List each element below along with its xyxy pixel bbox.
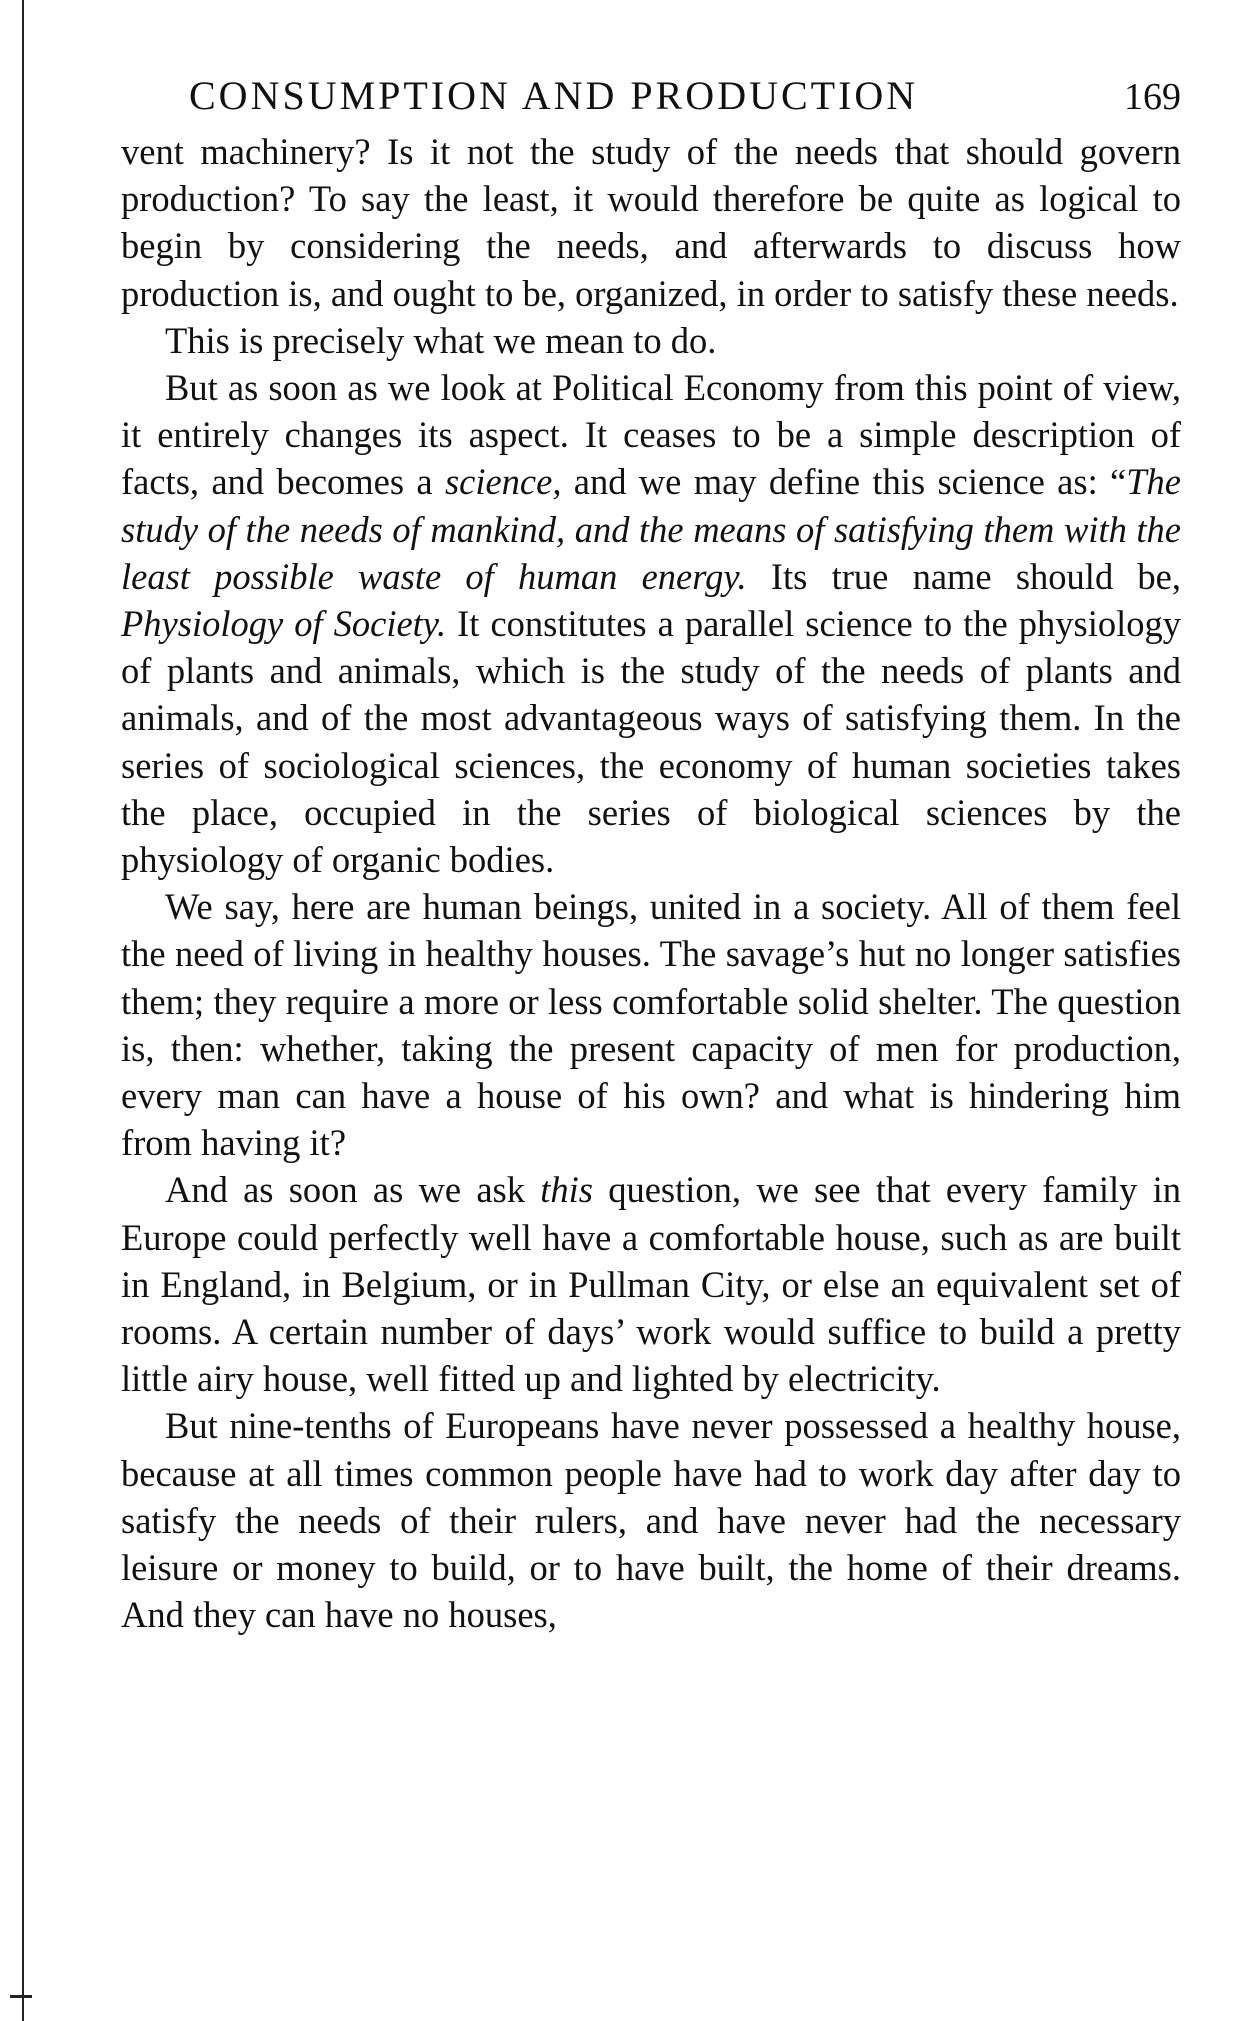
binding-edge-mark [10, 1995, 32, 1998]
text-run: This is precisely what we mean to do. [165, 319, 717, 361]
running-title: CONSUMPTION AND PRODUCTION [189, 73, 919, 118]
paragraph [121, 317, 1181, 364]
book-page [121, 72, 1181, 1639]
italic-text-run: The study of the needs of mankind, and the means of satisfying them with the least possible waste of human energy. [121, 461, 1181, 597]
italic-text-run: science, [444, 461, 562, 503]
text-run: But as soon as we look at Political Economy from this point of view, it entirely changes its aspect. It ceases to be a simple description of facts, and becomes a [121, 367, 1181, 503]
page-number: 169 [1124, 76, 1181, 118]
text-run: Its true name should be, [746, 555, 1181, 597]
text-run: But nine-tenths of Europeans have never possessed a healthy house, because at all times common people have had to work day after day to satisfy the needs of their rulers, and have never had the necessary leisure or money to build, or to have built, the home of their dreams. And they can have no houses, [121, 1405, 1181, 1636]
running-header [121, 72, 1181, 128]
binding-edge-line [22, 0, 24, 2021]
paragraph [121, 364, 1181, 883]
text-run: We say, here are human beings, united in a society. All of them feel the need of living in healthy houses. The savage’s hut no longer satisfies them; they require a more or less comfortable solid shelter. The question is, then: whether, taking the present capacity of men for production, every man can have a house of his own? and what is hindering him from having it? [121, 886, 1181, 1164]
paragraph [121, 128, 1181, 317]
italic-text-run: Physiology of Society. [121, 603, 447, 645]
body-text [121, 128, 1181, 1639]
text-run: vent machinery? Is it not the study of the needs that should govern production? To say the least, it would therefore be quite as logical to begin by considering the needs, and afterwards to discuss how production is, and ought to be, organized, in order to satisfy these needs. [121, 131, 1181, 314]
text-run: and we may define this science as: “ [561, 461, 1127, 503]
paragraph [121, 883, 1181, 1166]
italic-text-run: this [540, 1169, 593, 1211]
text-run: question, we see that every family in Europe could perfectly well have a comfortable house, such as are built in England, in Belgium, or in Pullman City, or else an equivalent set of rooms. A certain number of days’ work would suffice to build a pretty little airy house, well fitted up and lighted by electricity. [121, 1169, 1182, 1400]
text-run: It constitutes a parallel science to the physiology of plants and animals, which is the study of the needs of plants and animals, and of the most advantageous ways of satisfying them. In the series of sociological sciences, the economy of human societies takes the place, occupied in the series of biological sciences by the physiology of organic bodies. [121, 603, 1181, 881]
text-run: And as soon as we ask [165, 1169, 541, 1211]
paragraph [121, 1166, 1181, 1402]
paragraph [121, 1402, 1181, 1638]
